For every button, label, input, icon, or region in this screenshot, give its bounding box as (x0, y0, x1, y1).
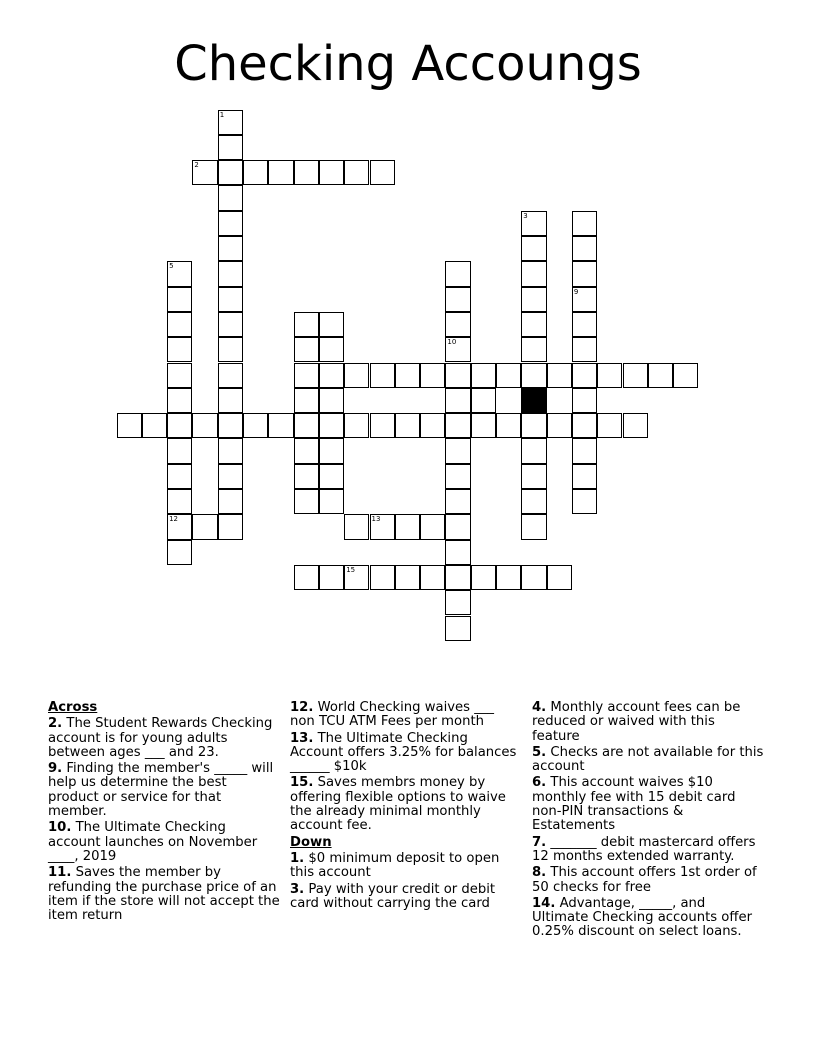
crossword-cell[interactable] (218, 236, 243, 261)
crossword-cell[interactable] (218, 312, 243, 337)
clue-text: Checks are not available for this account (532, 744, 764, 775)
crossword-cell[interactable] (445, 540, 470, 565)
clue-label: 15. (290, 775, 314, 791)
crossword-cell[interactable] (370, 160, 395, 185)
clue-text: Saves the member by refunding the purchase price of an item if the store will not accept the item return (48, 865, 280, 924)
crossword-cell[interactable] (572, 438, 597, 463)
crossword-cell[interactable] (521, 261, 546, 286)
crossword-cell[interactable] (496, 565, 521, 590)
crossword-cell[interactable] (547, 363, 572, 388)
down-clue (532, 701, 764, 744)
crossword-cell[interactable] (344, 160, 369, 185)
crossword-cell[interactable] (319, 565, 344, 590)
down-clue (290, 852, 522, 881)
crossword-cell[interactable] (471, 565, 496, 590)
crossword-cell[interactable] (445, 363, 470, 388)
crossword-cell[interactable] (294, 565, 319, 590)
crossword-cell[interactable] (218, 160, 243, 185)
crossword-cell[interactable] (395, 413, 420, 438)
crossword-cell[interactable] (218, 514, 243, 539)
crossword-cell[interactable] (572, 312, 597, 337)
crossword-cell[interactable] (572, 413, 597, 438)
crossword-cell[interactable] (420, 363, 445, 388)
crossword-cell[interactable] (319, 464, 344, 489)
crossword-cell[interactable] (218, 438, 243, 463)
across-clue (290, 701, 522, 730)
crossword-cell[interactable] (547, 413, 572, 438)
clue-label: 8. (532, 865, 547, 881)
crossword-cell[interactable] (167, 464, 192, 489)
crossword-cell[interactable] (218, 110, 243, 135)
crossword-cell[interactable] (623, 413, 648, 438)
crossword-cell[interactable] (218, 464, 243, 489)
crossword-cell[interactable] (167, 312, 192, 337)
clue-text: Saves membrs money by offering flexible options to waive the already minimal monthly account fee. (290, 775, 506, 834)
crossword-cell[interactable] (218, 185, 243, 210)
crossword-cell[interactable] (521, 287, 546, 312)
crossword-cell[interactable] (218, 211, 243, 236)
crossword-cell[interactable] (319, 363, 344, 388)
crossword-cell[interactable] (521, 236, 546, 261)
down-clue (532, 776, 764, 833)
crossword-cell[interactable] (167, 388, 192, 413)
crossword-cell[interactable] (167, 413, 192, 438)
crossword-cell[interactable] (167, 438, 192, 463)
crossword-cell[interactable] (319, 312, 344, 337)
crossword-cell[interactable] (294, 160, 319, 185)
clue-number: 1 (219, 110, 225, 119)
crossword-cell[interactable] (344, 514, 369, 539)
crossword-cell[interactable] (445, 590, 470, 615)
crossword-cell[interactable] (445, 565, 470, 590)
crossword-cell[interactable] (572, 363, 597, 388)
crossword-cell[interactable] (445, 287, 470, 312)
crossword-cell[interactable] (572, 261, 597, 286)
crossword-cell[interactable] (445, 388, 470, 413)
crossword-cell[interactable] (319, 337, 344, 362)
crossword-cell[interactable] (445, 438, 470, 463)
crossword-cell[interactable] (218, 287, 243, 312)
page-title: Checking Accoungs (174, 36, 642, 92)
clue-number: 10 (447, 338, 457, 347)
clue-label: 2. (48, 716, 63, 732)
crossword-cell[interactable] (445, 464, 470, 489)
crossword-cell[interactable] (243, 160, 268, 185)
crossword-cell[interactable] (268, 413, 293, 438)
crossword-cell[interactable] (420, 565, 445, 590)
crossword-cell[interactable] (445, 514, 470, 539)
across-clue (290, 776, 522, 833)
crossword-cell[interactable] (521, 514, 546, 539)
crossword-cell[interactable] (370, 363, 395, 388)
crossword-cell[interactable] (319, 160, 344, 185)
crossword-cell[interactable] (243, 413, 268, 438)
crossword-cell[interactable] (445, 337, 470, 362)
crossword-cell[interactable] (344, 413, 369, 438)
crossword-cell[interactable] (623, 363, 648, 388)
crossword-cell[interactable] (471, 363, 496, 388)
crossword-cell[interactable] (597, 413, 622, 438)
clue-label: 4. (532, 700, 547, 715)
crossword-cell[interactable] (294, 388, 319, 413)
crossword-cell[interactable] (572, 489, 597, 514)
crossword-cell[interactable] (445, 261, 470, 286)
clue-number: 15 (346, 565, 356, 574)
crossword-cell[interactable] (167, 489, 192, 514)
crossword-cell[interactable] (319, 489, 344, 514)
crossword-cell[interactable] (218, 363, 243, 388)
down-clue (532, 897, 764, 940)
clue-label: 11. (48, 865, 72, 881)
crossword-cell[interactable] (420, 413, 445, 438)
crossword-cell[interactable] (471, 388, 496, 413)
crossword-cell[interactable] (294, 312, 319, 337)
clue-number: 13 (371, 515, 381, 524)
clue-text: This account waives $10 monthly fee with 15 debit card non-PIN transactions & Estatements (532, 775, 736, 834)
blocked-square (521, 388, 546, 413)
crossword-cell[interactable] (496, 413, 521, 438)
crossword-cell[interactable] (294, 438, 319, 463)
crossword-cell[interactable] (521, 363, 546, 388)
crossword-cell[interactable] (192, 413, 217, 438)
clue-number: 12 (169, 515, 179, 524)
crossword-cell[interactable] (192, 160, 217, 185)
across-clue (48, 717, 280, 760)
crossword-cell[interactable] (142, 413, 167, 438)
crossword-cell[interactable] (344, 565, 369, 590)
crossword-cell[interactable] (521, 211, 546, 236)
crossword-cell[interactable] (167, 363, 192, 388)
clue-column-2 (290, 701, 522, 913)
crossword-cell[interactable] (521, 489, 546, 514)
clue-number: 5 (169, 262, 174, 271)
crossword-cell[interactable] (395, 363, 420, 388)
crossword-cell[interactable] (521, 312, 546, 337)
crossword-cell[interactable] (572, 337, 597, 362)
clue-text: Monthly account fees can be reduced or waived with this feature (532, 700, 741, 744)
clue-number: 3 (523, 211, 528, 220)
across-clue (290, 732, 522, 775)
crossword-cell[interactable] (319, 438, 344, 463)
crossword-cell[interactable] (319, 388, 344, 413)
clue-label: 14. (532, 895, 556, 911)
crossword-cell[interactable] (167, 540, 192, 565)
down-clue (290, 883, 522, 912)
crossword-cell[interactable] (218, 489, 243, 514)
crossword-cell[interactable] (268, 160, 293, 185)
clue-label: 12. (290, 700, 314, 715)
clue-label: 5. (532, 744, 547, 760)
crossword-cell[interactable] (572, 236, 597, 261)
clue-text: World Checking waives ___ non TCU ATM Fees per month (290, 700, 495, 730)
crossword-cell[interactable] (218, 388, 243, 413)
across-clue (48, 866, 280, 923)
crossword-cell[interactable] (218, 261, 243, 286)
crossword-cell[interactable] (370, 514, 395, 539)
clue-label: 10. (48, 820, 72, 836)
clue-text: Advantage, _____, and Ultimate Checking accounts offer 0.25% discount on select loans. (532, 895, 752, 940)
clue-text: The Student Rewards Checking account is for young adults between ages ___ and 23. (48, 716, 273, 760)
crossword-cell[interactable] (445, 616, 470, 641)
crossword-cell[interactable] (420, 514, 445, 539)
crossword-cell[interactable] (395, 565, 420, 590)
clue-label: 6. (532, 775, 547, 791)
clue-column-1 (48, 701, 280, 925)
clue-label: 9. (48, 761, 63, 777)
down-clue (532, 836, 764, 865)
across-clue (48, 821, 280, 864)
clue-text: Pay with your credit or debit card without carrying the card (290, 881, 496, 911)
crossword-cell[interactable] (192, 514, 217, 539)
clue-section-heading: Down (290, 834, 332, 850)
crossword-cell[interactable] (445, 489, 470, 514)
crossword-cell[interactable] (521, 464, 546, 489)
clue-text: $0 minimum deposit to open this account (290, 850, 500, 881)
crossword-cell[interactable] (319, 413, 344, 438)
clue-number: 2 (194, 161, 199, 170)
clue-column-3 (532, 701, 764, 942)
crossword-cell[interactable] (344, 363, 369, 388)
clue-section-heading: Across (48, 700, 98, 715)
crossword-cell[interactable] (167, 514, 192, 539)
crossword-cell[interactable] (218, 337, 243, 362)
crossword-cell[interactable] (294, 413, 319, 438)
crossword-cell[interactable] (167, 287, 192, 312)
crossword-cell[interactable] (648, 363, 673, 388)
clue-label: 3. (290, 881, 305, 897)
crossword-cell[interactable] (445, 413, 470, 438)
crossword-cell[interactable] (445, 312, 470, 337)
crossword-cell[interactable] (167, 261, 192, 286)
crossword-cell[interactable] (395, 514, 420, 539)
crossword-cell[interactable] (294, 363, 319, 388)
crossword-cell[interactable] (370, 413, 395, 438)
clue-text: The Ultimate Checking Account offers 3.25% for balances ______ $10k (290, 730, 517, 775)
clue-text: The Ultimate Checking account launches on November ____, 2019 (48, 820, 258, 864)
clue-text: _______ debit mastercard offers 12 months extended warranty. (532, 834, 756, 864)
crossword-cell[interactable] (572, 287, 597, 312)
clue-text: Finding the member's _____ will help us determine the best product or service for that member. (48, 761, 274, 820)
crossword-cell[interactable] (370, 565, 395, 590)
clue-number: 9 (573, 287, 579, 296)
crossword-cell[interactable] (117, 413, 142, 438)
crossword-cell[interactable] (521, 337, 546, 362)
crossword-cell[interactable] (471, 413, 496, 438)
crossword-cell[interactable] (294, 337, 319, 362)
crossword-cell[interactable] (218, 135, 243, 160)
clue-label: 13. (290, 730, 314, 746)
crossword-cell[interactable] (673, 363, 698, 388)
across-clue (48, 762, 280, 819)
crossword-cell[interactable] (521, 565, 546, 590)
crossword-cell[interactable] (167, 337, 192, 362)
crossword-cell[interactable] (572, 464, 597, 489)
clue-text: This account offers 1st order of 50 checks for free (532, 865, 757, 895)
clue-label: 7. (532, 834, 547, 850)
crossword-cell[interactable] (218, 413, 243, 438)
down-clue (532, 746, 764, 775)
crossword-cell[interactable] (496, 363, 521, 388)
crossword-cell[interactable] (547, 565, 572, 590)
crossword-cell[interactable] (521, 438, 546, 463)
crossword-cell[interactable] (294, 489, 319, 514)
down-clue (532, 866, 764, 895)
crossword-cell[interactable] (572, 388, 597, 413)
crossword-cell[interactable] (294, 464, 319, 489)
crossword-cell[interactable] (572, 211, 597, 236)
crossword-cell[interactable] (521, 413, 546, 438)
crossword-cell[interactable] (597, 363, 622, 388)
clue-label: 1. (290, 850, 305, 866)
